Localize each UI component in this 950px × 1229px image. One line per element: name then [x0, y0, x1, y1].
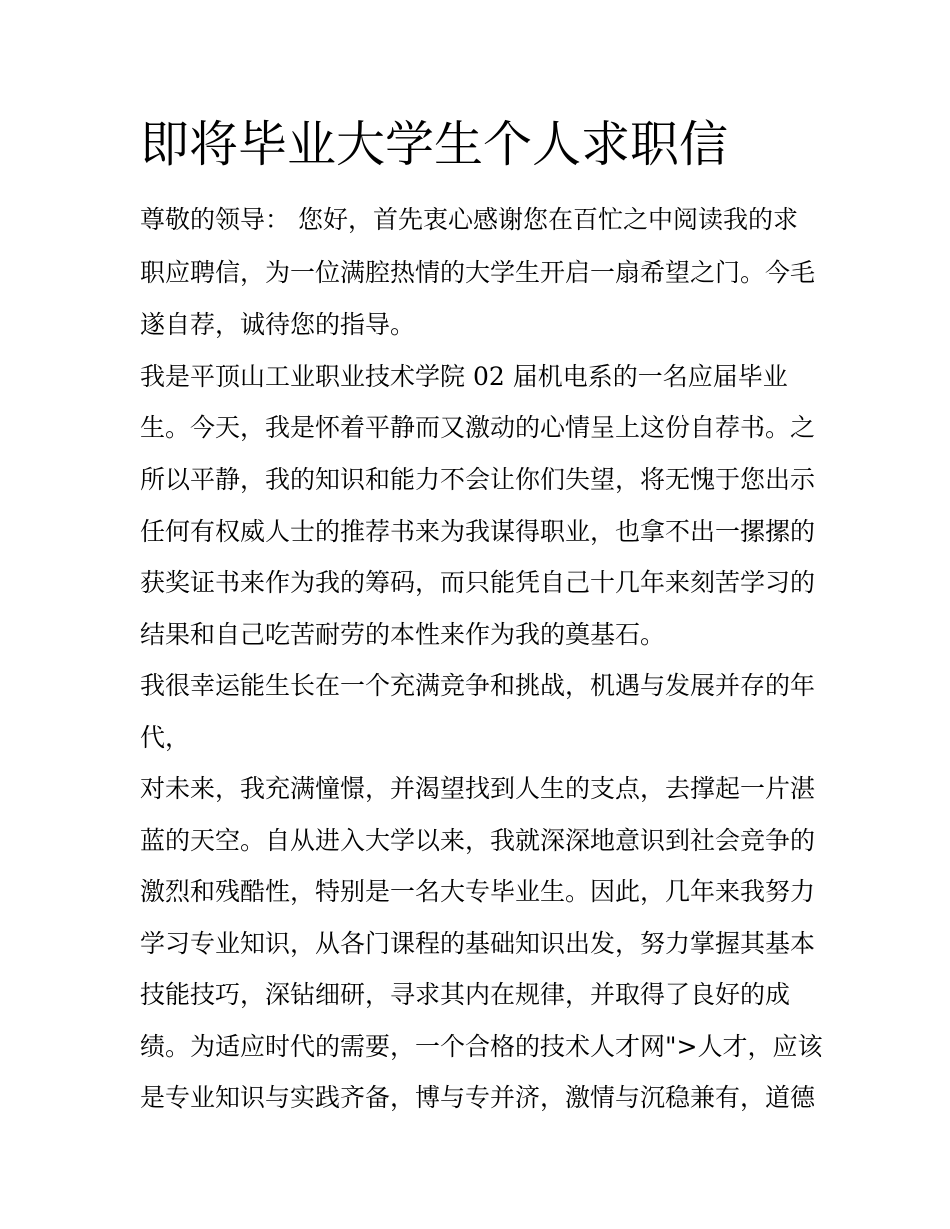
text-line: 生。今天，我是怀着平静而又激动的心情呈上这份自荐书。之	[140, 413, 816, 442]
text-line: 任何有权威人士的推荐书来为我谋得职业，也拿不出一摞摞的	[140, 517, 816, 546]
text-line: 学习专业知识，从各门课程的基础知识出发，努力掌握其基本	[140, 929, 816, 958]
text-line: 对未来，我充满憧憬，并渴望找到人生的支点，去撑起一片湛	[140, 774, 816, 803]
text-line: 结果和自己吃苦耐劳的本性来作为我的奠基石。	[140, 620, 666, 649]
text-line: 我很幸运能生长在一个充满竞争和挑战，机遇与发展并存的年	[140, 671, 816, 700]
text-line: 代，	[140, 723, 191, 752]
document-title: 即将毕业大学生个人求职信	[140, 116, 729, 173]
text-line: 绩。为适应时代的需要，一个合格的技术人才网">人才，应该	[140, 1032, 823, 1061]
text-line: 蓝的天空。自从进入大学以来，我就深深地意识到社会竞争的	[140, 826, 816, 855]
text-line: 技能技巧，深钻细研，寻求其内在规律，并取得了良好的成	[140, 980, 791, 1009]
text-line: 职应聘信，为一位满腔热情的大学生开启一扇希望之门。今毛	[140, 258, 816, 287]
text-line: 我是平顶山工业职业技术学院 02 届机电系的一名应届毕业	[140, 362, 788, 391]
text-line: 遂自荐，诚待您的指导。	[140, 310, 416, 339]
text-line: 尊敬的领导： 您好，首先衷心感谢您在百忙之中阅读我的求	[140, 205, 798, 234]
text-line: 激烈和残酷性，特别是一名大专毕业生。因此，几年来我努力	[140, 877, 816, 906]
text-line: 所以平静，我的知识和能力不会让你们失望，将无愧于您出示	[140, 465, 816, 494]
text-line: 是专业知识与实践齐备，博与专并济，激情与沉稳兼有，道德	[140, 1083, 816, 1112]
text-line: 获奖证书来作为我的筹码，而只能凭自己十几年来刻苦学习的	[140, 568, 816, 597]
